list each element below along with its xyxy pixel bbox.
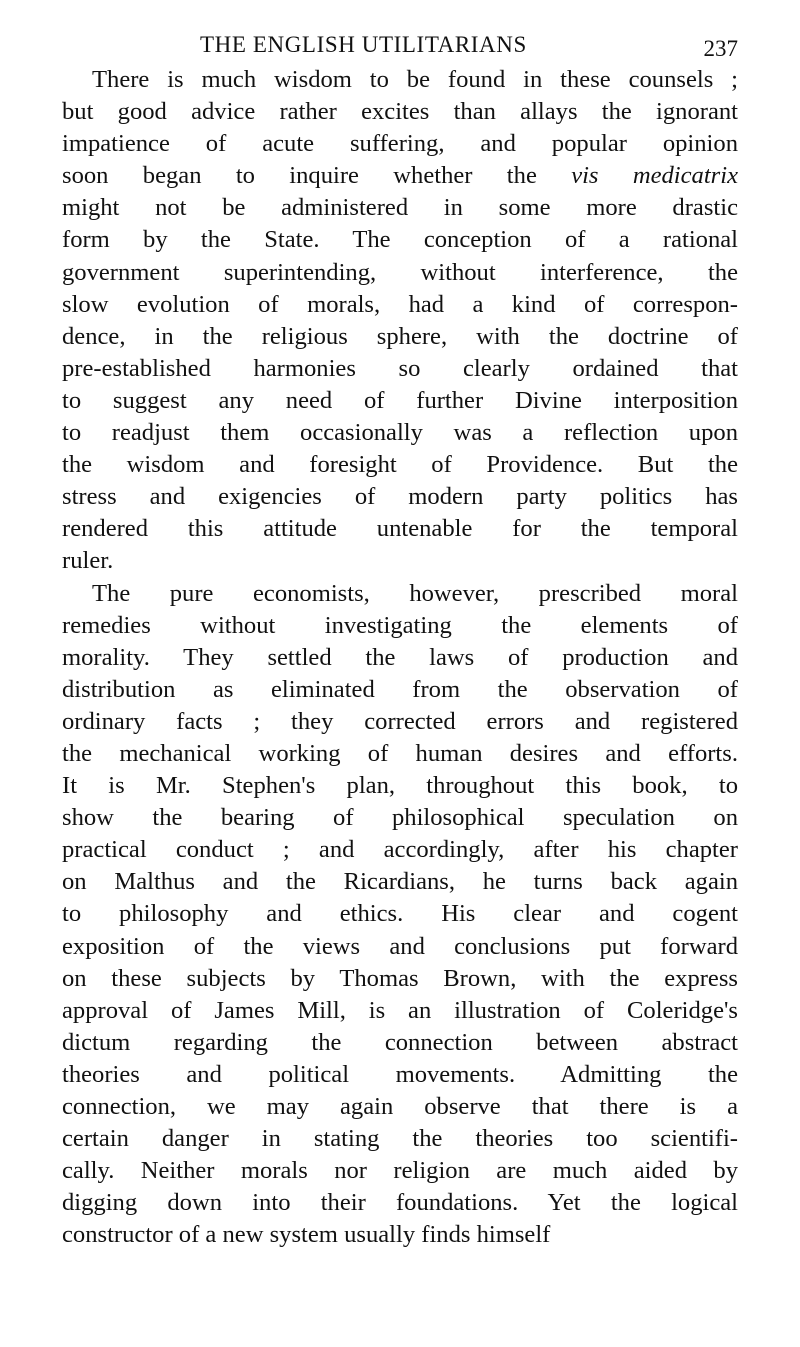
- text-line: stress and exigencies of modern party politics has: [62, 483, 738, 511]
- text-line: might not be administered in some more drastic: [62, 194, 738, 222]
- text-line: approval of James Mill, is an illustration of Coleridge's: [62, 996, 738, 1024]
- text-line: government superintending, without interference, the: [62, 258, 738, 286]
- text-line: exposition of the views and conclusions put forward: [62, 932, 738, 960]
- text-line: theories and political movements. Admitting the: [62, 1060, 738, 1088]
- text-line: to readjust them occasionally was a reflection upon: [62, 419, 738, 447]
- italic-phrase: vis medicatrix: [571, 162, 738, 190]
- text-line: the mechanical working of human desires and efforts.: [62, 739, 738, 767]
- paragraph: [62, 64, 738, 578]
- body-text: [62, 64, 738, 1251]
- text-line: digging down into their foundations. Yet the logical: [62, 1189, 738, 1217]
- text-line: There is much wisdom to be found in these counsels ;: [92, 66, 738, 93]
- text-line: ordinary facts ; they corrected errors and registered: [62, 707, 738, 735]
- text-line: dictum regarding the connection between abstract: [62, 1028, 738, 1056]
- text-line: practical conduct ; and accordingly, after his chapter: [62, 836, 738, 864]
- text-line: distribution as eliminated from the observation of: [62, 675, 738, 703]
- text-line: to philosophy and ethics. His clear and cogent: [62, 900, 738, 928]
- text-line: constructor of a new system usually finds himself: [62, 1221, 551, 1249]
- text-line: pre-established harmonies so clearly ordained that: [62, 354, 738, 382]
- text-line: It is Mr. Stephen's plan, throughout this book, to: [62, 772, 738, 800]
- paragraph: [62, 578, 738, 1252]
- text-line: dence, in the religious sphere, with the doctrine of: [62, 322, 738, 350]
- text-line: impatience of acute suffering, and popular opinion: [62, 130, 738, 158]
- text-line: but good advice rather excites than allays the ignorant: [62, 98, 738, 126]
- text-line: rendered this attitude untenable for the temporal: [62, 515, 738, 543]
- text-line: slow evolution of morals, had a kind of correspon-: [62, 290, 738, 318]
- text-line: on Malthus and the Ricardians, he turns back again: [62, 868, 738, 896]
- text-line: show the bearing of philosophical speculation on: [62, 804, 738, 832]
- text-line: certain danger in stating the theories too scientifi-: [62, 1125, 738, 1153]
- text-line: morality. They settled the laws of production and: [62, 643, 738, 671]
- text-line: on these subjects by Thomas Brown, with the express: [62, 964, 738, 992]
- text-line: [62, 160, 738, 192]
- running-title: THE ENGLISH UTILITARIANS: [200, 32, 527, 57]
- text-line: ruler.: [62, 547, 114, 575]
- text-line: connection, we may again observe that there is a: [62, 1093, 738, 1120]
- text-line: the wisdom and foresight of Providence. But the: [62, 451, 738, 479]
- text-segment: soon began to inquire whether the: [62, 162, 572, 190]
- page-number: 237: [703, 36, 738, 61]
- text-line: cally. Neither morals nor religion are much aided by: [62, 1157, 738, 1185]
- page-header: [62, 30, 738, 66]
- text-line: form by the State. The conception of a rational: [62, 226, 738, 254]
- text-line: The pure economists, however, prescribed moral: [92, 579, 738, 607]
- text-line: remedies without investigating the elements of: [62, 611, 738, 639]
- text-line: to suggest any need of further Divine interposition: [62, 386, 738, 414]
